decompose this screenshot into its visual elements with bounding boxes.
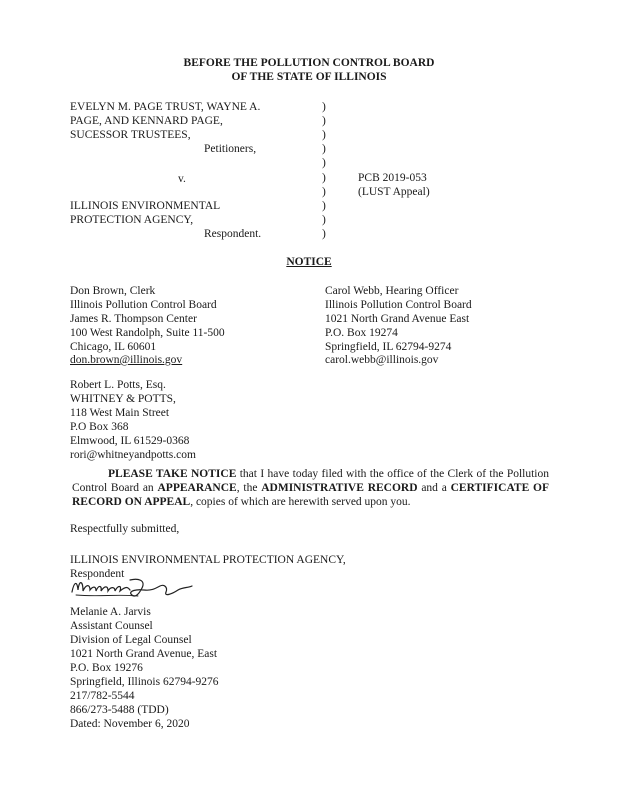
caption-bracket: ) <box>322 214 326 226</box>
counsel-email-link[interactable]: rori@whitneyandpotts.com <box>70 449 196 461</box>
caption-bracket: ) <box>322 157 326 169</box>
respondent-line: PROTECTION AGENCY, <box>70 214 194 226</box>
caption-bracket: ) <box>322 115 326 127</box>
signatory-date: Dated: November 6, 2020 <box>70 718 190 730</box>
hearing-officer-address-line: Springfield, IL 62794-9274 <box>325 341 452 353</box>
hearing-officer-address-line: P.O. Box 19274 <box>325 327 398 339</box>
respondent-label: Respondent. <box>204 228 262 240</box>
clerk-address-line: James R. Thompson Center <box>70 313 197 325</box>
signatory-line: Melanie A. Jarvis <box>70 606 151 618</box>
hearing-officer-address-line: Illinois Pollution Control Board <box>325 299 472 311</box>
notice-certificate-bold: CERTIFICATE OF RECORD ON APPEAL <box>72 482 550 508</box>
clerk-address-line: Don Brown, Clerk <box>70 285 156 297</box>
clerk-address-line: 100 West Randolph, Suite 11-500 <box>70 327 225 339</box>
petitioners-label: Petitioners, <box>204 143 257 155</box>
signatory-line: Division of Legal Counsel <box>70 634 192 646</box>
caption-bracket: ) <box>322 101 326 113</box>
notice-text: and a <box>417 482 451 494</box>
caption-bracket: ) <box>322 200 326 212</box>
notice-paragraph <box>72 467 549 509</box>
petitioner-line: PAGE, AND KENNARD PAGE, <box>70 115 223 127</box>
case-type: (LUST Appeal) <box>358 186 430 198</box>
clerk-email-link[interactable]: don.brown@illinois.gov <box>70 354 183 366</box>
signatory-line: 1021 North Grand Avenue, East <box>70 648 218 660</box>
caption-bracket: ) <box>322 143 326 155</box>
caption-bracket: ) <box>322 186 326 198</box>
notice-text: , the <box>236 482 262 494</box>
notice-text: , copies of which are herewith served upon you. <box>190 496 411 508</box>
counsel-address-line: P.O Box 368 <box>70 421 129 433</box>
notice-record-bold: ADMINISTRATIVE RECORD <box>261 482 418 494</box>
court-header-line2: OF THE STATE OF ILLINOIS <box>231 71 387 83</box>
closing-text: Respectfully submitted, <box>70 523 180 535</box>
counsel-address-line: WHITNEY & POTTS, <box>70 393 176 405</box>
respondent-line: ILLINOIS ENVIRONMENTAL <box>70 200 221 212</box>
signatory-line: P.O. Box 19276 <box>70 662 143 674</box>
hearing-officer-address-line: Carol Webb, Hearing Officer <box>325 285 459 297</box>
caption-bracket: ) <box>322 228 326 240</box>
hearing-officer-email-link[interactable]: carol.webb@illinois.gov <box>325 354 439 366</box>
counsel-address-line: 118 West Main Street <box>70 407 170 419</box>
hearing-officer-address-line: 1021 North Grand Avenue East <box>325 313 470 325</box>
signatory-line: 217/782-5544 <box>70 690 135 702</box>
versus-label: v. <box>178 173 186 185</box>
notice-appearance-bold: APPEARANCE <box>157 482 237 494</box>
handwritten-signature <box>68 574 198 602</box>
signatory-role: Respondent <box>70 568 125 580</box>
counsel-address-line: Elmwood, IL 61529-0368 <box>70 435 190 447</box>
court-header-line1: BEFORE THE POLLUTION CONTROL BOARD <box>183 57 435 69</box>
petitioner-line: EVELYN M. PAGE TRUST, WAYNE A. <box>70 101 261 113</box>
notice-text: that I have today filed with the office of the Clerk of the Pollution Control Board an <box>72 468 549 494</box>
signatory-line: 866/273-5488 (TDD) <box>70 704 169 716</box>
clerk-address-line: Chicago, IL 60601 <box>70 341 157 353</box>
caption-bracket: ) <box>322 172 326 184</box>
notice-lead-bold: PLEASE TAKE NOTICE <box>108 468 237 480</box>
caption-bracket: ) <box>322 129 326 141</box>
notice-title: NOTICE <box>286 256 332 268</box>
clerk-address-line: Illinois Pollution Control Board <box>70 299 217 311</box>
signatory-line: Assistant Counsel <box>70 620 153 632</box>
signatory-line: Springfield, Illinois 62794-9276 <box>70 676 219 688</box>
case-number: PCB 2019-053 <box>358 172 427 184</box>
counsel-address-line: Robert L. Potts, Esq. <box>70 379 166 391</box>
signatory-agency: ILLINOIS ENVIRONMENTAL PROTECTION AGENCY, <box>70 554 346 566</box>
petitioner-line: SUCESSOR TRUSTEES, <box>70 129 191 141</box>
